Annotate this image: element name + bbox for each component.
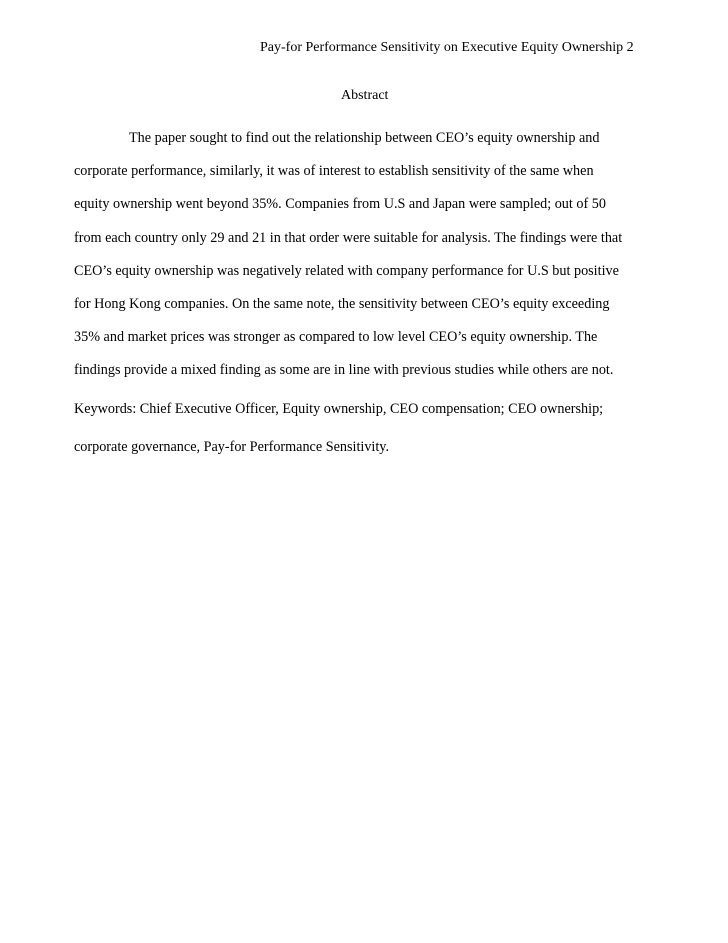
abstract-line: 35% and market prices was stronger as compared to low level CEO’s equity ownership. The — [74, 329, 598, 345]
abstract-line: equity ownership went beyond 35%. Companies from U.S and Japan were sampled; out of 50 — [74, 196, 606, 212]
running-head: Pay-for Performance Sensitivity on Executive Equity Ownership 2 — [260, 40, 634, 55]
abstract-line: The paper sought to find out the relationship between CEO’s equity ownership and — [129, 130, 600, 146]
abstract-line: from each country only 29 and 21 in that order were suitable for analysis. The findings were that — [74, 230, 623, 246]
abstract-line: findings provide a mixed finding as some are in line with previous studies while others are not. — [74, 362, 614, 378]
keywords-line: corporate governance, Pay-for Performance Sensitivity. — [74, 439, 390, 455]
abstract-heading: Abstract — [341, 88, 389, 103]
abstract-line: CEO’s equity ownership was negatively related with company performance for U.S but positive — [74, 263, 619, 279]
abstract-line: corporate performance, similarly, it was of interest to establish sensitivity of the same when — [74, 163, 594, 179]
abstract-line: for Hong Kong companies. On the same note, the sensitivity between CEO’s equity exceeding — [74, 296, 610, 312]
keywords-line: Keywords: Chief Executive Officer, Equity ownership, CEO compensation; CEO ownership; — [74, 401, 604, 417]
